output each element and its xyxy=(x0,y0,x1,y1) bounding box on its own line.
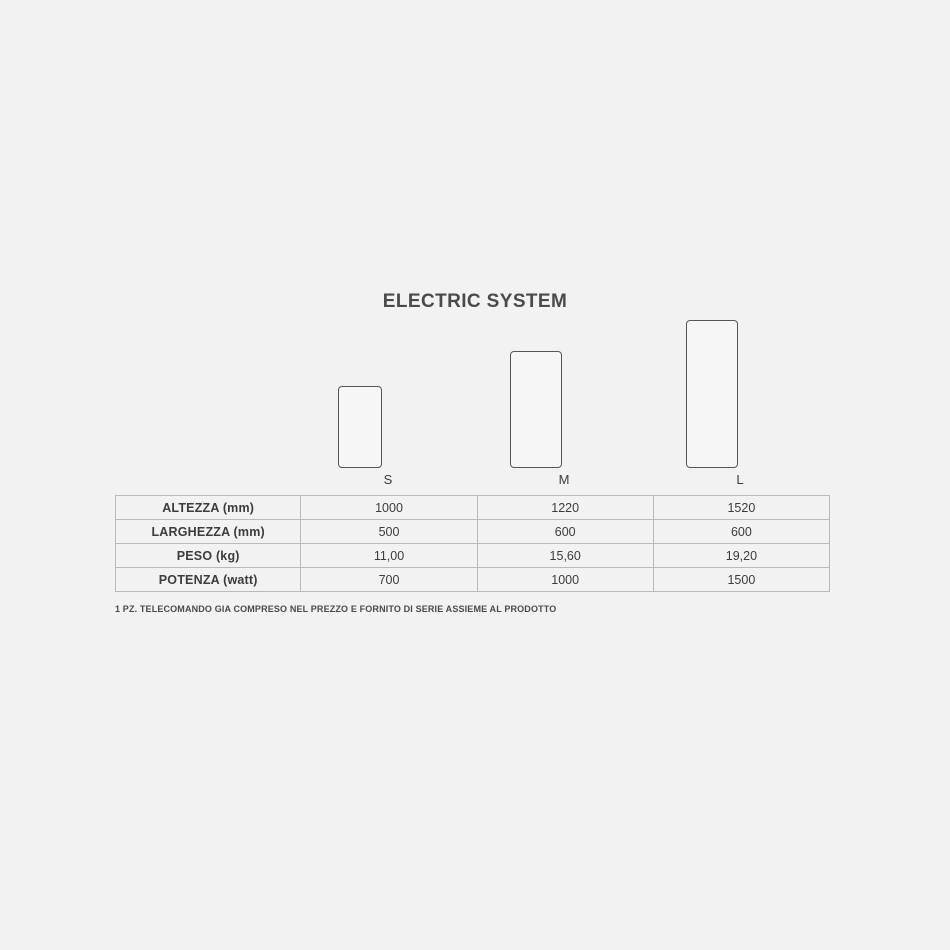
cell-peso-s: 11,00 xyxy=(301,544,477,568)
row-label-larghezza: LARGHEZZA (mm) xyxy=(116,520,301,544)
figure-cell-l xyxy=(624,320,800,468)
product-silhouette-m xyxy=(510,351,562,468)
row-label-altezza: ALTEZZA (mm) xyxy=(116,496,301,520)
cell-altezza-m: 1220 xyxy=(477,496,653,520)
cell-peso-m: 15,60 xyxy=(477,544,653,568)
cell-potenza-s: 700 xyxy=(301,568,477,592)
cell-larghezza-m: 600 xyxy=(477,520,653,544)
table-row xyxy=(116,496,830,520)
cell-altezza-s: 1000 xyxy=(301,496,477,520)
cell-potenza-m: 1000 xyxy=(477,568,653,592)
cell-potenza-l: 1500 xyxy=(653,568,829,592)
spec-table xyxy=(115,495,830,592)
table-row xyxy=(116,568,830,592)
row-label-potenza: POTENZA (watt) xyxy=(116,568,301,592)
figure-cell-m xyxy=(448,351,624,468)
product-figures xyxy=(115,318,830,468)
page-title: ELECTRIC SYSTEM xyxy=(382,291,568,312)
cell-altezza-l: 1520 xyxy=(653,496,829,520)
size-letter-row xyxy=(115,472,830,487)
table-row xyxy=(116,544,830,568)
size-spacer xyxy=(115,472,300,487)
row-label-peso: PESO (kg) xyxy=(116,544,301,568)
footnote: 1 PZ. TELECOMANDO GIA COMPRESO NEL PREZZO E FORNITO DI SERIE ASSIEME AL PRODOTTO xyxy=(115,604,557,614)
table-row xyxy=(116,520,830,544)
size-label-m: M xyxy=(558,472,570,487)
size-label-s: S xyxy=(383,472,393,487)
size-label-l: L xyxy=(736,472,744,487)
product-silhouette-l xyxy=(686,320,738,468)
figure-cell-s xyxy=(272,386,448,468)
product-silhouette-s xyxy=(338,386,382,468)
cell-peso-l: 19,20 xyxy=(653,544,829,568)
cell-larghezza-s: 500 xyxy=(301,520,477,544)
cell-larghezza-l: 600 xyxy=(653,520,829,544)
